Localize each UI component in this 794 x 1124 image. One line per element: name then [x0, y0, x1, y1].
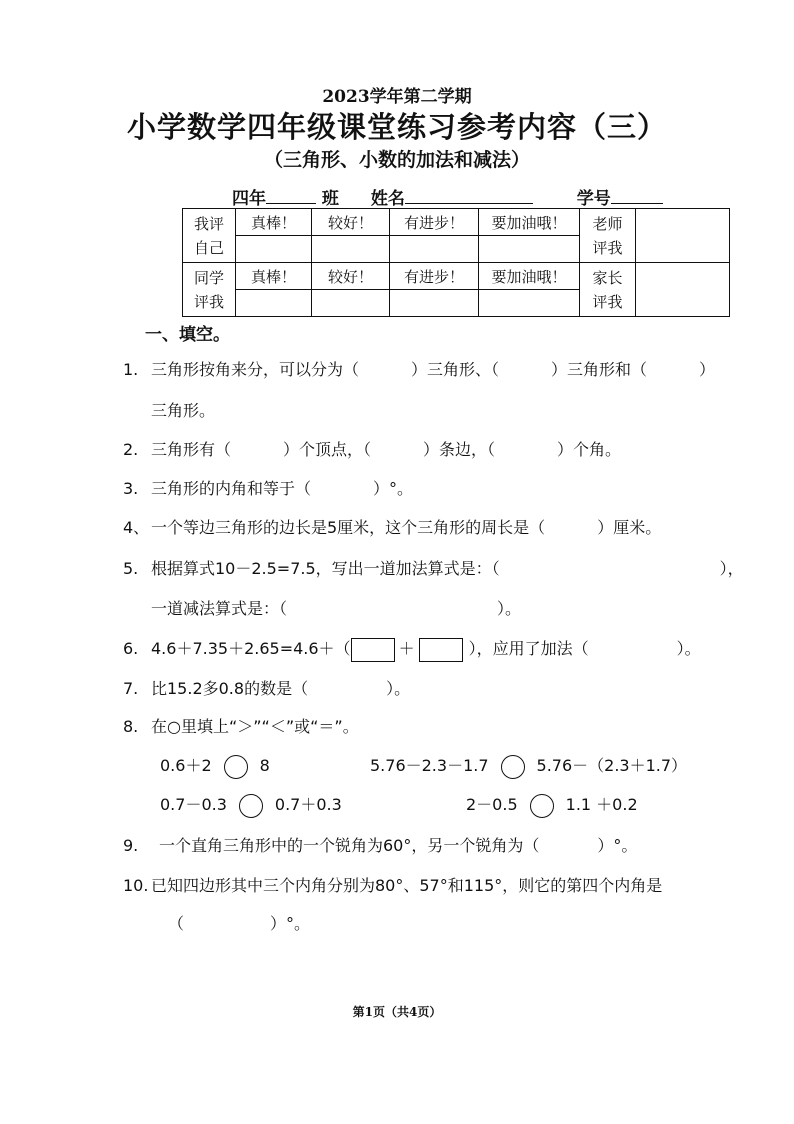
- page-subtitle: （三角形、小数的加法和减法）: [263, 149, 530, 171]
- self-rating-cell[interactable]: [390, 236, 479, 263]
- question-9: [123, 833, 637, 856]
- student-no-label: 学号: [576, 189, 611, 209]
- rating-label: 有进步！: [390, 209, 479, 236]
- question-text: 一道减法算式是：（: [151, 599, 288, 618]
- question-text: ）三角形、（: [411, 360, 500, 379]
- question-text: ）。: [386, 679, 411, 698]
- question-number: 1.: [123, 360, 139, 379]
- evaluation-table: [182, 208, 730, 317]
- question-number: 10.: [123, 876, 149, 895]
- rating-label: 真棒！: [236, 209, 312, 236]
- compare-item: [160, 792, 342, 818]
- page-title: 小学数学四年级课堂练习参考内容（三）: [126, 110, 667, 144]
- question-2: [123, 437, 621, 460]
- question-text: 三角形的内角和等于（: [151, 479, 312, 498]
- question-8: [123, 714, 359, 737]
- student-no-blank[interactable]: [611, 187, 663, 204]
- question-number: 5.: [123, 559, 139, 578]
- compare-left: 5.76－2.3－1.7: [370, 756, 489, 775]
- self-eval-label: 我评 自己: [183, 209, 236, 263]
- parent-eval-label: 家长 评我: [580, 263, 636, 317]
- compare-circle[interactable]: [224, 755, 248, 779]
- question-4: [123, 515, 661, 538]
- compare-circle[interactable]: [530, 794, 554, 818]
- compare-right: 0.7＋0.3: [274, 795, 342, 814]
- question-text: ）°。: [373, 479, 414, 498]
- compare-right: 8: [259, 756, 270, 775]
- question-text: 一个等边三角形的边长是5厘米，这个三角形的周长是（: [151, 518, 546, 537]
- peer-rating-cell[interactable]: [479, 290, 580, 317]
- question-text: （: [168, 914, 185, 933]
- rating-label: 要加油哦！: [479, 263, 580, 290]
- section-heading: 一、填空。: [145, 325, 230, 345]
- question-5: [123, 556, 744, 579]
- question-text: 比15.2多0.8的数是（: [151, 679, 309, 698]
- question-text: ）°。: [270, 914, 311, 933]
- class-label: 班: [321, 189, 339, 209]
- question-number: 2.: [123, 440, 139, 459]
- compare-left: 0.6＋2: [160, 756, 212, 775]
- question-text: 一个直角三角形中的一个锐角为60°，另一个锐角为（: [159, 836, 540, 855]
- page-footer: 第1页（共4页）: [352, 1005, 442, 1019]
- question-number: 3.: [123, 479, 139, 498]
- question-number: 7.: [123, 679, 139, 698]
- question-number: 6.: [123, 639, 139, 658]
- question-text: ）。: [497, 599, 522, 618]
- question-6: [123, 636, 701, 662]
- plus-sign: ＋: [398, 639, 415, 658]
- compare-right: 5.76－（2.3＋1.7）: [536, 756, 688, 775]
- question-10-continued: [168, 911, 310, 934]
- question-text: ），: [719, 559, 744, 578]
- self-rating-cell[interactable]: [479, 236, 580, 263]
- compare-item: [370, 753, 687, 779]
- question-5-continued: [151, 596, 521, 619]
- compare-circle[interactable]: [239, 794, 263, 818]
- compare-circle[interactable]: [501, 755, 525, 779]
- question-3: [123, 476, 413, 499]
- rating-label: 有进步！: [390, 263, 479, 290]
- question-number: 9.: [123, 836, 139, 855]
- peer-rating-cell[interactable]: [312, 290, 390, 317]
- question-text: ）°。: [597, 836, 638, 855]
- question-text: ）厘米。: [597, 518, 662, 537]
- student-info-line: [232, 184, 663, 209]
- rating-label: 较好！: [312, 263, 390, 290]
- question-text: 三角形有（: [151, 440, 232, 459]
- question-text: ），应用了加法（: [468, 639, 589, 658]
- parent-eval-cell[interactable]: [636, 263, 730, 317]
- question-text: ）个角。: [557, 440, 622, 459]
- self-rating-cell[interactable]: [312, 236, 390, 263]
- compare-item: [160, 753, 270, 779]
- answer-box[interactable]: [351, 638, 395, 662]
- question-text: ）: [699, 360, 716, 379]
- rating-label: 要加油哦！: [479, 209, 580, 236]
- question-10: [123, 873, 662, 896]
- question-text: ）。: [676, 639, 701, 658]
- answer-box[interactable]: [419, 638, 463, 662]
- question-7: [123, 676, 410, 699]
- question-number: 4、: [123, 518, 150, 537]
- name-blank[interactable]: [405, 187, 533, 204]
- compare-right: 1.1 ＋0.2: [565, 795, 638, 814]
- question-text: 已知四边形其中三个内角分别为80°、57°和115°，则它的第四个内角是: [151, 876, 663, 895]
- question-text: 三角形按角来分，可以分为（: [151, 360, 360, 379]
- peer-rating-cell[interactable]: [236, 290, 312, 317]
- rating-label: 真棒！: [236, 263, 312, 290]
- school-term: 2023学年第二学期: [322, 87, 472, 107]
- rating-label: 较好！: [312, 209, 390, 236]
- grade-blank[interactable]: [266, 187, 316, 204]
- compare-left: 2－0.5: [466, 795, 518, 814]
- compare-left: 0.7－0.3: [160, 795, 227, 814]
- grade-label: 四年: [232, 189, 266, 209]
- teacher-eval-label: 老师 评我: [580, 209, 636, 263]
- question-text: 4.6＋7.35＋2.65=4.6＋（: [151, 639, 351, 658]
- self-rating-cell[interactable]: [236, 236, 312, 263]
- peer-rating-cell[interactable]: [390, 290, 479, 317]
- question-text: 根据算式10－2.5=7.5，写出一道加法算式是：（: [151, 559, 500, 578]
- question-text: ）个顶点，（: [283, 440, 372, 459]
- question-text: 在○里填上“＞”“＜”或“＝”。: [151, 717, 359, 736]
- question-number: 8.: [123, 717, 139, 736]
- question-1: [123, 357, 715, 380]
- question-text: ）三角形和（: [551, 360, 648, 379]
- question-text: ）条边，（: [423, 440, 496, 459]
- name-label: 姓名: [370, 189, 405, 209]
- question-1-continued: 三角形。: [151, 401, 216, 420]
- teacher-eval-cell[interactable]: [636, 209, 730, 263]
- peer-eval-label: 同学 评我: [183, 263, 236, 317]
- compare-item: [466, 792, 638, 818]
